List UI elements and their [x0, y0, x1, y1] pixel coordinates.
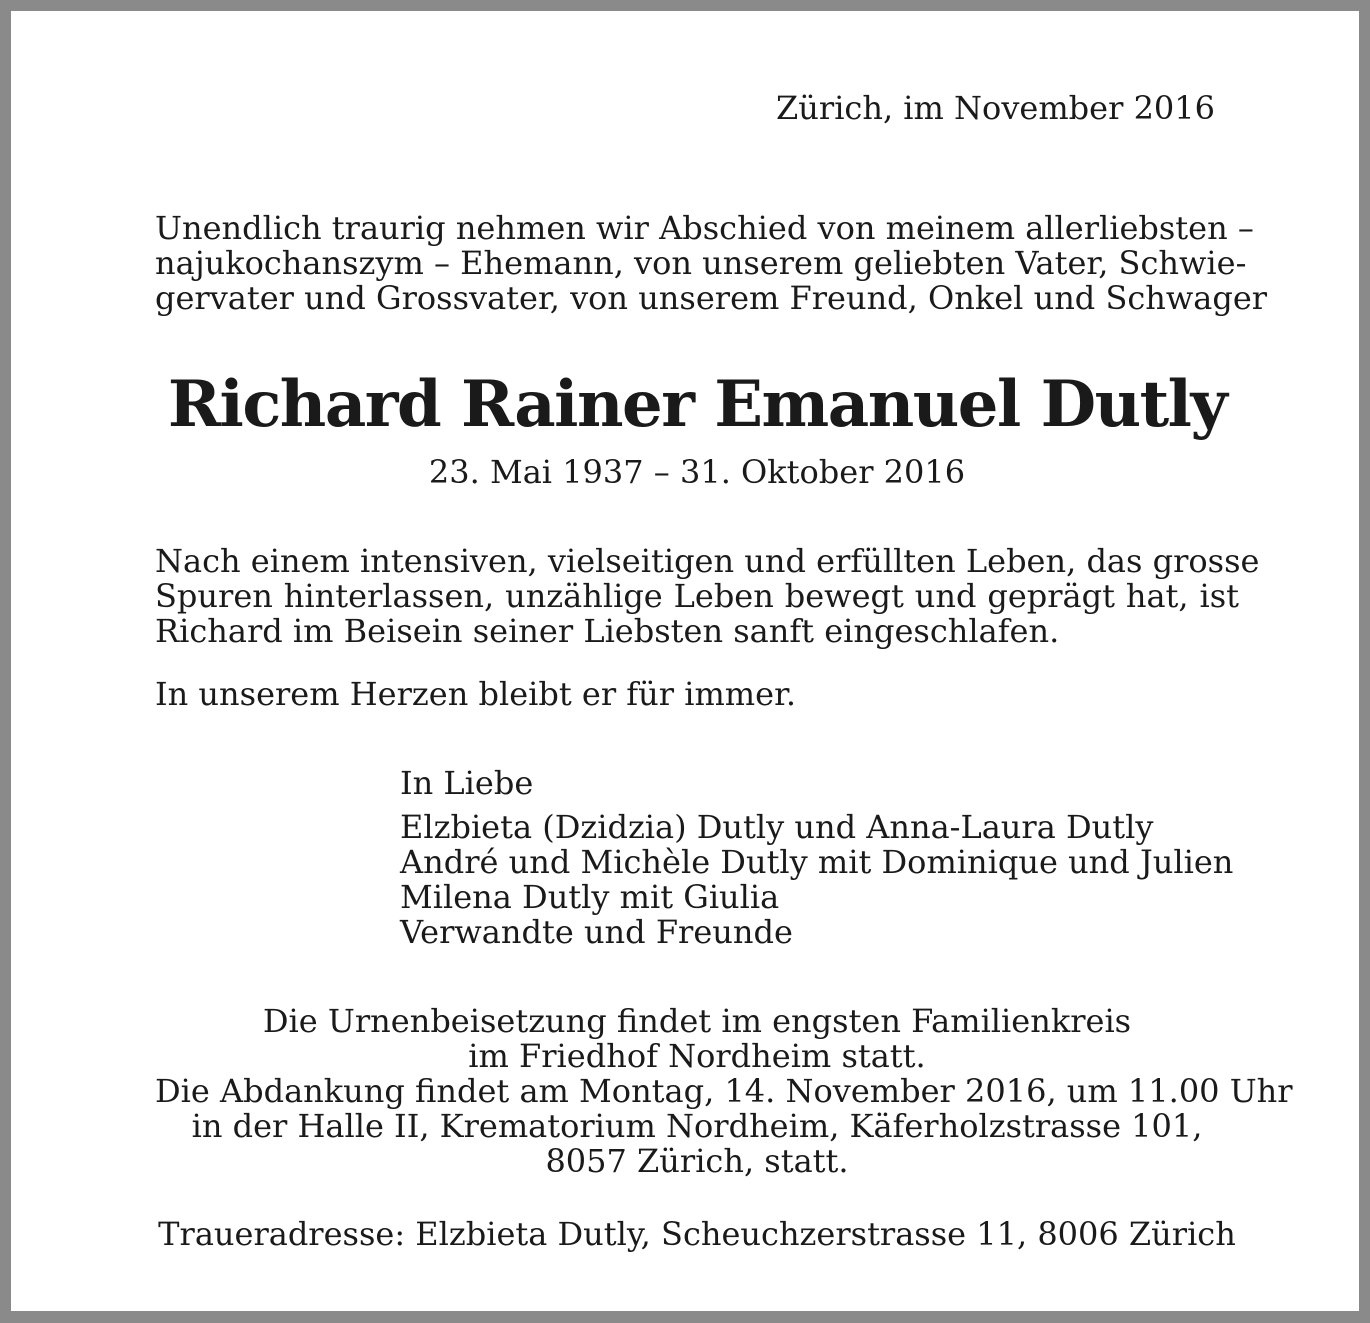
mourner-line: Milena Dutly mit Giulia: [400, 878, 780, 916]
tribute-line: Spuren hinterlassen, unzählige Leben bewegt und geprägt hat, ist: [155, 577, 1239, 615]
place-date: Zürich, im November 2016: [776, 89, 1215, 127]
signature-block: [400, 766, 1233, 950]
mourning-address: Traueradresse: Elzbieta Dutly, Scheuchzerstrasse 11, 8006 Zürich: [158, 1215, 1236, 1253]
mourner-line: Elzbieta (Dzidzia) Dutly und Anna-Laura Dutly: [400, 808, 1154, 846]
tribute-line: Nach einem intensiven, vielseitigen und erfüllten Leben, das grosse: [155, 542, 1260, 580]
salutation: In Liebe: [400, 764, 534, 802]
service-details: [155, 1002, 1293, 1180]
mourner-line: Verwandte und Freunde: [400, 913, 793, 951]
intro-line: gervater und Grossvater, von unserem Freund, Onkel und Schwager: [155, 279, 1268, 317]
service-line: Die Urnenbeisetzung findet im engsten Familienkreis: [262, 1002, 1132, 1040]
life-dates: 23. Mai 1937 – 31. Oktober 2016: [428, 453, 966, 491]
closing-line: In unserem Herzen bleibt er für immer.: [155, 675, 797, 713]
service-line: Die Abdankung findet am Montag, 14. November 2016, um 11.00 Uhr: [155, 1072, 1293, 1110]
service-line: im Friedhof Nordheim statt.: [468, 1037, 926, 1075]
intro-line: najukochanszym – Ehemann, von unserem geliebten Vater, Schwie-: [155, 244, 1247, 282]
service-line: in der Halle II, Krematorium Nordheim, Käferholzstrasse 101,: [191, 1107, 1203, 1145]
intro-paragraph: [155, 209, 1268, 317]
tribute-paragraph: [155, 542, 1260, 650]
intro-line: Unendlich traurig nehmen wir Abschied von meinem allerliebsten –: [155, 209, 1254, 247]
service-line: 8057 Zürich, statt.: [545, 1142, 849, 1180]
deceased-name: Richard Rainer Emanuel Dutly: [167, 367, 1227, 442]
mourner-line: André und Michèle Dutly mit Dominique und Julien: [400, 843, 1234, 881]
tribute-line: Richard im Beisein seiner Liebsten sanft eingeschlafen.: [155, 612, 1060, 650]
